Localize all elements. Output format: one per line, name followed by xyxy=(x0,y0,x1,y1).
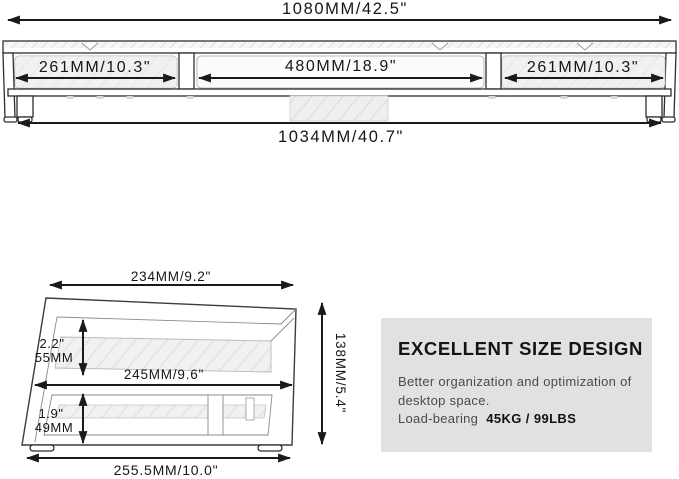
load-bearing-row xyxy=(398,410,636,429)
dim-lower-clearance-mm-label: 49MM xyxy=(34,420,74,435)
info-box-title: EXCELLENT SIZE DESIGN xyxy=(398,338,643,359)
load-bearing-label: Load-bearing xyxy=(398,411,479,426)
size-design-info-box xyxy=(381,318,652,452)
side-feet xyxy=(30,445,282,451)
side-view-diagram xyxy=(0,258,360,479)
left-leg xyxy=(17,96,33,117)
top-shelf xyxy=(3,41,676,53)
lower-tier-shelf xyxy=(56,405,266,418)
dim-right-section-label: 261MM/10.3" xyxy=(526,59,640,76)
info-box-description xyxy=(398,373,636,410)
stand-front-drawing xyxy=(3,41,676,122)
dim-middle-depth-label: 245MM/9.6" xyxy=(123,367,205,382)
description-line2: desktop space. xyxy=(398,392,490,408)
dim-upper-clearance-in-label: 2.2" xyxy=(39,336,65,351)
lower-shelf-bar xyxy=(8,89,671,96)
dim-lower-clearance-in-label: 1.9" xyxy=(38,406,64,421)
rear-support-post xyxy=(208,395,223,435)
right-side-panel xyxy=(664,53,676,118)
dim-upper-clearance-mm-label: 55MM xyxy=(34,350,74,365)
load-bearing-value: 45KG / 99LBS xyxy=(486,411,577,426)
left-divider-post xyxy=(179,53,194,89)
dim-left-section-label: 261MM/10.3" xyxy=(38,59,152,76)
dim-bottom-depth-label: 255.5MM/10.0" xyxy=(113,462,219,478)
small-support-post xyxy=(246,398,254,420)
dim-height-label: 138MM/5.4" xyxy=(333,332,348,414)
left-side-panel xyxy=(3,53,15,118)
description-line1: Better organization and optimization of xyxy=(398,374,632,389)
dim-inner-width-label: 1034MM/40.7" xyxy=(278,128,404,146)
center-support xyxy=(290,96,388,121)
right-leg xyxy=(646,96,662,117)
dim-top-depth-label: 234MM/9.2" xyxy=(130,269,212,284)
dim-middle-section-label: 480MM/18.9" xyxy=(284,58,398,75)
front-view-diagram xyxy=(0,0,679,150)
dim-overall-width-label: 1080MM/42.5" xyxy=(282,0,408,18)
right-divider-post xyxy=(486,53,501,89)
